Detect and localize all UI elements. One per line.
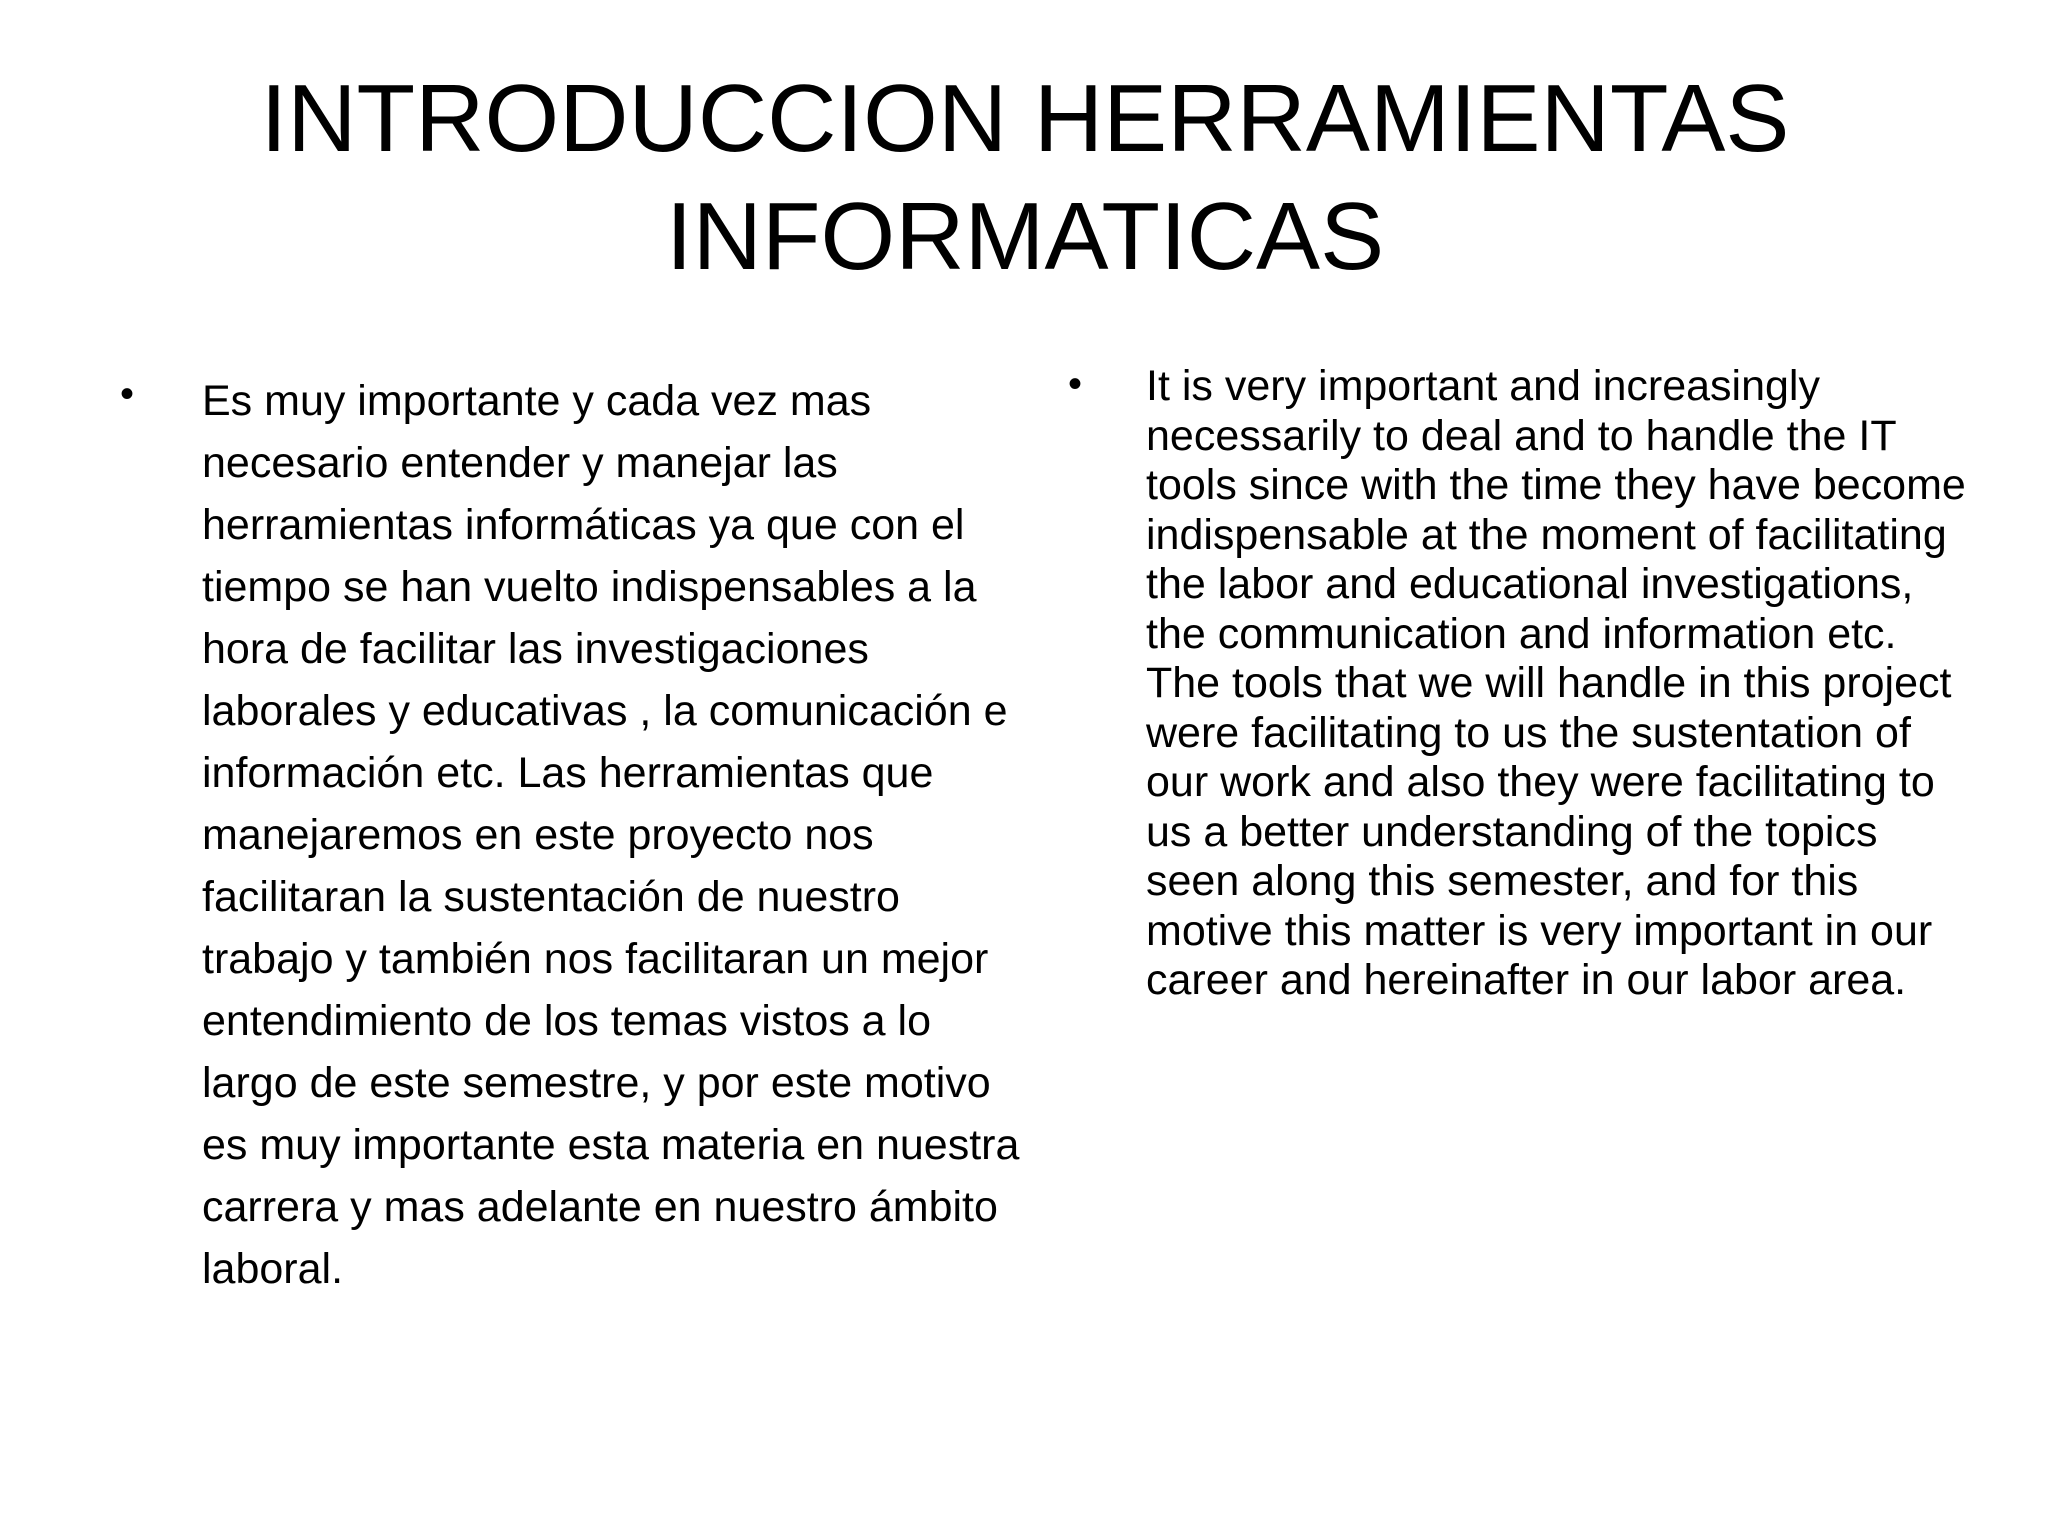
english-bullet-item (1068, 362, 1968, 1006)
spanish-column (120, 370, 1020, 1300)
spanish-bullet-item (120, 370, 1020, 1300)
bullet-icon: • (120, 372, 135, 416)
english-column (1068, 362, 1968, 1006)
english-paragraph: It is very important and increasingly necessarily to deal and to handle the IT tools since with the time they have become indispensable at the moment of facilitating the labor and educational investigations, the communication and information etc. The tools that we will handle in this project were facilitating to us the sustentation of our work and also they were facilitating to us a better understanding of the topics seen along this semester, and for this motive this matter is very important in our career and hereinafter in our labor area. (1146, 362, 1966, 1004)
slide-title: INTRODUCCION HERRAMIENTAS INFORMATICAS (260, 65, 1790, 290)
spanish-paragraph: Es muy importante y cada vez mas necesario entender y manejar las herramientas informáticas ya que con el tiempo se han vuelto indispensables a la hora de facilitar las investigaciones laborales y educativas , la comunicación e información etc. Las herramientas que manejaremos en este proyecto nos facilitaran la sustentación de nuestro trabajo y también nos facilitaran un mejor entendimiento de los temas vistos a lo largo de este semestre, y por este motivo es muy importante esta materia en nuestra carrera y mas adelante en nuestro ámbito laboral. (202, 377, 1020, 1293)
bullet-icon: • (1068, 362, 1083, 406)
